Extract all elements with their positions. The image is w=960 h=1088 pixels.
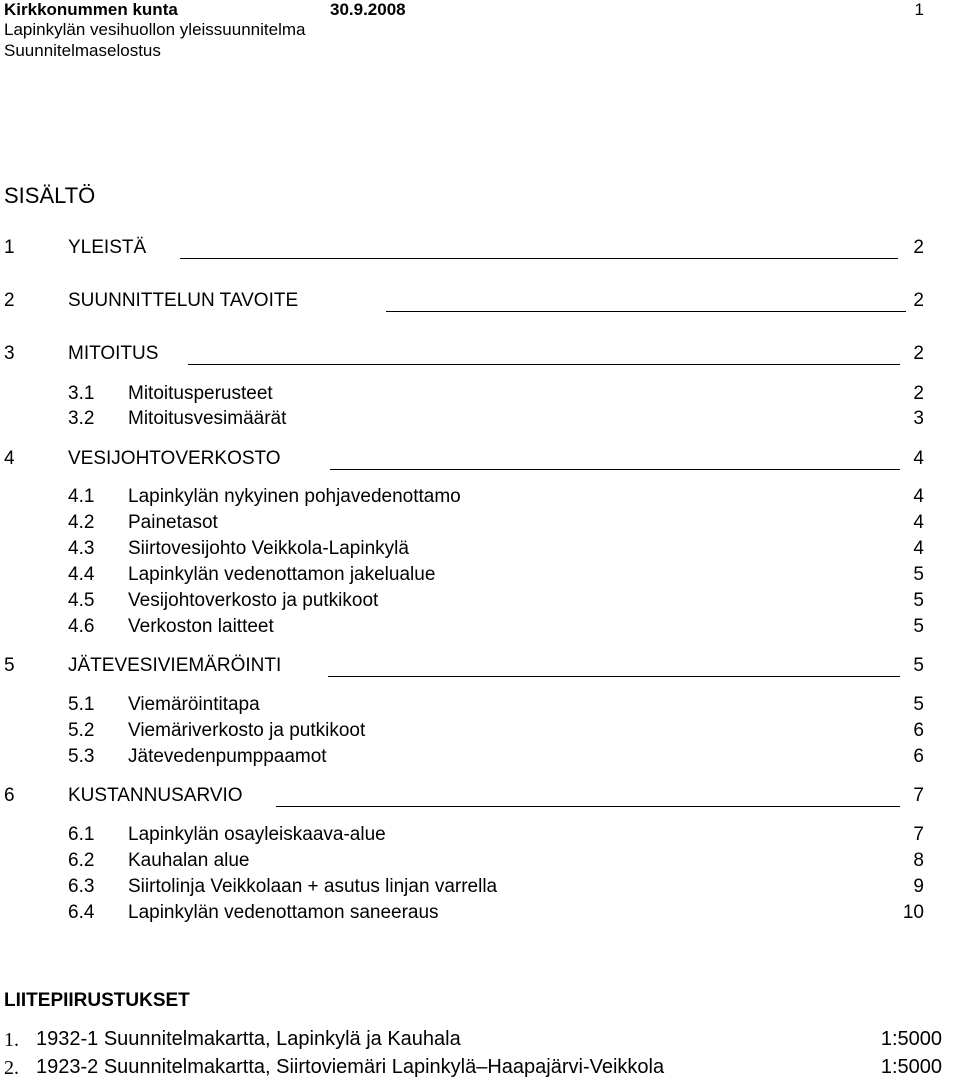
toc-entry-page: 10 xyxy=(902,902,924,923)
toc-entry-page: 7 xyxy=(913,785,924,806)
toc-entry-title: Mitoitusperusteet xyxy=(128,383,273,404)
toc-entry-title: Viemäriverkosto ja putkikoot xyxy=(128,720,366,741)
toc-entry-number: 4 xyxy=(4,448,15,469)
toc-subentry[interactable] xyxy=(0,746,960,770)
toc-entry-number: 6.1 xyxy=(68,824,95,845)
toc-entry-page: 5 xyxy=(913,655,924,676)
toc-entry-page: 5 xyxy=(913,564,924,585)
toc-leader-line xyxy=(386,311,906,312)
toc-leader-line xyxy=(330,469,900,470)
appendix-item[interactable] xyxy=(0,1028,960,1054)
toc-entry-title: MITOITUS xyxy=(68,343,159,364)
toc-subentry[interactable] xyxy=(0,850,960,874)
toc-leader-line xyxy=(180,258,898,259)
toc-entry[interactable] xyxy=(0,785,960,809)
toc-entry-number: 2 xyxy=(4,290,15,311)
toc-entry-number: 4.1 xyxy=(68,486,95,507)
toc-entry-title: Viemäröintitapa xyxy=(128,694,260,715)
toc-title: SISÄLTÖ xyxy=(4,183,96,208)
toc-entry[interactable] xyxy=(0,237,960,261)
toc-entry-page: 3 xyxy=(913,408,924,429)
toc-entry-title: VESIJOHTOVERKOSTO xyxy=(68,448,281,469)
toc-entry-page: 7 xyxy=(913,824,924,845)
toc-entry-number: 4.6 xyxy=(68,616,95,637)
toc-entry-page: 2 xyxy=(913,343,924,364)
toc-entry-number: 6.3 xyxy=(68,876,95,897)
appendix-scale: 1:5000 xyxy=(880,1028,942,1050)
toc-subentry[interactable] xyxy=(0,408,960,432)
toc-entry-title: Painetasot xyxy=(128,512,218,533)
document-type: Suunnitelmaselostus xyxy=(4,41,161,60)
toc-entry-title: YLEISTÄ xyxy=(68,237,147,258)
toc-entry-number: 5.1 xyxy=(68,694,95,715)
toc-leader-line xyxy=(276,806,900,807)
toc-entry-title: Kauhalan alue xyxy=(128,850,250,871)
appendix-title: 1932-1 Suunnitelmakartta, Lapinkylä ja Kauhala xyxy=(36,1028,461,1050)
toc-entry[interactable] xyxy=(0,448,960,472)
toc-entry-number: 4.5 xyxy=(68,590,95,611)
toc-entry-page: 2 xyxy=(913,383,924,404)
toc-entry-page: 5 xyxy=(913,590,924,611)
toc-entry-page: 2 xyxy=(913,237,924,258)
toc-entry[interactable] xyxy=(0,290,960,314)
toc-subentry[interactable] xyxy=(0,512,960,536)
toc-entry-page: 9 xyxy=(913,876,924,897)
toc-entry-title: Siirtovesijohto Veikkola-Lapinkylä xyxy=(128,538,409,559)
toc-entry-number: 3.2 xyxy=(68,408,95,429)
toc-subentry[interactable] xyxy=(0,486,960,510)
toc-entry-number: 1 xyxy=(4,237,15,258)
toc-entry-page: 4 xyxy=(913,538,924,559)
toc-entry-title: JÄTEVESIVIEMÄRÖINTI xyxy=(68,655,282,676)
toc-leader-line xyxy=(188,364,900,365)
page-number: 1 xyxy=(914,0,924,19)
toc-entry-number: 4.4 xyxy=(68,564,95,585)
toc-subentry[interactable] xyxy=(0,694,960,718)
toc-entry-title: KUSTANNUSARVIO xyxy=(68,785,243,806)
document-date: 30.9.2008 xyxy=(330,0,406,19)
toc-entry[interactable] xyxy=(0,655,960,679)
toc-entry[interactable] xyxy=(0,343,960,367)
plan-title: Lapinkylän vesihuollon yleissuunnitelma xyxy=(4,20,306,39)
municipality-name: Kirkkonummen kunta xyxy=(4,0,178,19)
appendices-title: LIITEPIIRUSTUKSET xyxy=(4,990,190,1011)
toc-entry-title: Jätevedenpumppaamot xyxy=(128,746,327,767)
toc-entry-page: 6 xyxy=(913,720,924,741)
toc-entry-title: Lapinkylän nykyinen pohjavedenottamo xyxy=(128,486,461,507)
toc-entry-number: 5.3 xyxy=(68,746,95,767)
toc-entry-number: 6.4 xyxy=(68,902,95,923)
toc-entry-number: 6.2 xyxy=(68,850,95,871)
appendix-item[interactable] xyxy=(0,1056,960,1082)
toc-subentry[interactable] xyxy=(0,902,960,926)
toc-subentry[interactable] xyxy=(0,616,960,640)
toc-entry-page: 5 xyxy=(913,616,924,637)
appendix-title: 1923-2 Suunnitelmakartta, Siirtoviemäri Lapinkylä–Haapajärvi-Veikkola xyxy=(36,1056,665,1078)
toc-entry-page: 4 xyxy=(913,486,924,507)
toc-entry-page: 5 xyxy=(913,694,924,715)
toc-entry-number: 4.3 xyxy=(68,538,95,559)
toc-subentry[interactable] xyxy=(0,590,960,614)
toc-entry-number: 5.2 xyxy=(68,720,95,741)
toc-subentry[interactable] xyxy=(0,876,960,900)
appendix-number: 2. xyxy=(4,1057,19,1079)
toc-entry-title: Mitoitusvesimäärät xyxy=(128,408,287,429)
toc-leader-line xyxy=(328,676,900,677)
toc-entry-title: Vesijohtoverkosto ja putkikoot xyxy=(128,590,379,611)
toc-entry-title: Lapinkylän osayleiskaava-alue xyxy=(128,824,386,845)
toc-entry-number: 5 xyxy=(4,655,15,676)
toc-subentry[interactable] xyxy=(0,383,960,407)
toc-entry-number: 3.1 xyxy=(68,383,95,404)
toc-entry-page: 6 xyxy=(913,746,924,767)
toc-entry-page: 8 xyxy=(913,850,924,871)
toc-entry-title: SUUNNITTELUN TAVOITE xyxy=(68,290,299,311)
appendix-number: 1. xyxy=(4,1029,19,1051)
toc-entry-number: 3 xyxy=(4,343,15,364)
toc-entry-number: 4.2 xyxy=(68,512,95,533)
toc-entry-title: Lapinkylän vedenottamon jakelualue xyxy=(128,564,436,585)
toc-subentry[interactable] xyxy=(0,824,960,848)
toc-entry-title: Lapinkylän vedenottamon saneeraus xyxy=(128,902,439,923)
appendix-scale: 1:5000 xyxy=(880,1056,942,1078)
toc-subentry[interactable] xyxy=(0,564,960,588)
toc-entry-page: 4 xyxy=(913,512,924,533)
toc-entry-page: 2 xyxy=(913,290,924,311)
toc-entry-title: Verkoston laitteet xyxy=(128,616,274,637)
toc-entry-title: Siirtolinja Veikkolaan + asutus linjan varrella xyxy=(128,876,498,897)
toc-subentry[interactable] xyxy=(0,538,960,562)
toc-entry-page: 4 xyxy=(913,448,924,469)
toc-entry-number: 6 xyxy=(4,785,15,806)
toc-subentry[interactable] xyxy=(0,720,960,744)
